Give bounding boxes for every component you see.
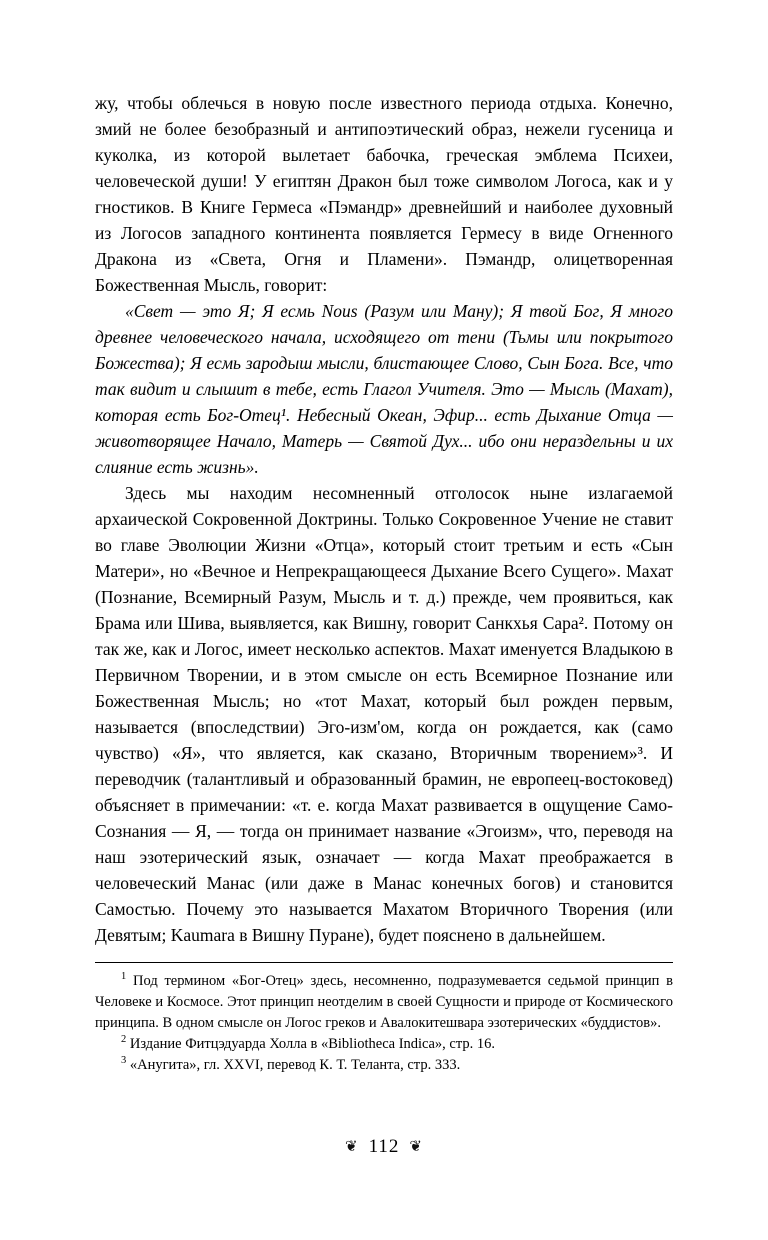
fleuron-left-icon: ❦	[345, 1139, 359, 1155]
fleuron-right-icon: ❦	[409, 1139, 423, 1155]
footnote-2-marker: 2	[121, 1034, 127, 1046]
footnotes-section	[95, 962, 673, 1076]
paragraph-quote-italic: «Свет — это Я; Я есмь Nous (Разум или Ману); Я твой Бог, Я много древнее человеческого начала, исходящего от тени (Тьмы или покрытого Божества); Я есмь зародыш мысли, блистающее Слово, Сын Бога. Все, что так видит и слышит в тебе, есть Глагол Учителя. Это — Мысль (Махат), которая есть Бог-Отец¹. Небесный Океан, Эфир... есть Дыхание Отца — животворящее Начало, Матерь — Святой Дух... ибо они нераздельны и их слияние есть жизнь».	[95, 301, 673, 477]
page-footer	[0, 1136, 768, 1158]
paragraph-body: Здесь мы находим несомненный отголосок ныне излагаемой архаической Сокровенной Доктрины. Только Сокровенное Учение не ставит во главе Эволюции Жизни «Отца», который стоит третьим и есть «Сын Матери», но «Вечное и Непрекращающееся Дыхание Всего Сущего». Махат (Познание, Всемирный Разум, Мысль и т. д.) прежде, чем проявиться, как Брама или Шива, выявляется, как Вишну, говорит Санкхья Сара². Потому он так же, как и Логос, имеет несколько аспектов. Махат именуется Владыкою в Первичном Творении, и в этом смысле он есть Всемирное Познание или Божественная Мысль; но «тот Махат, который был рожден первым, называется (впоследствии) Эго-изм'ом, когда он рождается, как (само чувство) «Я», что является, как сказано, Вторичным творением»³. И переводчик (талантливый и образованный брамин, не европеец-востоковед) объясняет в примечании: «т. е. когда Махат развивается в ощущение Само-Сознания — Я, — тогда он принимает название «Эгоизм», что, переводя на наш эзотерический язык, означает — когда Махат преображается в человеческий Манас (или даже в Манас конечных богов) и становится Самостью. Почему это называется Махатом Вторичного Творения (или Девятым; Kaumara в Вишну Пуране), будет пояснено в дальнейшем.	[95, 483, 673, 945]
paragraph-continuation: жу, чтобы облечься в новую после известного периода отдыха. Конечно, змий не более безобразный и антипоэтический образ, нежели гусеница и куколка, из которой вылетает бабочка, греческая эмблема Психеи, человеческой души! У египтян Дракон был тоже символом Логоса, как и у гностиков. В Книге Гермеса «Пэмандр» древнейший и наиболее духовный из Логосов западного континента появляется Гермесу в виде Огненного Дракона из «Света, Огня и Пламени». Пэмандр, олицетворенная Божественная Мысль, говорит:	[95, 93, 673, 295]
page-number: 112	[368, 1136, 400, 1157]
main-text-column	[95, 90, 673, 948]
footnote-2	[95, 1034, 673, 1055]
footnote-1-marker: 1	[121, 971, 127, 983]
footnote-2-text: Издание Фитцэдуарда Холла в «Bibliotheca Indica», стр. 16.	[126, 1036, 496, 1052]
footnote-3-text: «Анугита», гл. XXVI, перевод К. Т. Теланта, стр. 333.	[126, 1057, 461, 1073]
footnote-3-marker: 3	[121, 1055, 127, 1067]
footnote-3	[95, 1055, 673, 1076]
footnote-1-text: Под термином «Бог-Отец» здесь, несомненно, подразумевается седьмой принцип в Человеке и Космосе. Этот принцип неотделим в своей Сущности и природе от Космического принципа. В одном смысле он Логос греков и Авалокитешвара эзотерических «буддистов».	[95, 973, 673, 1031]
footnote-1	[95, 971, 673, 1034]
